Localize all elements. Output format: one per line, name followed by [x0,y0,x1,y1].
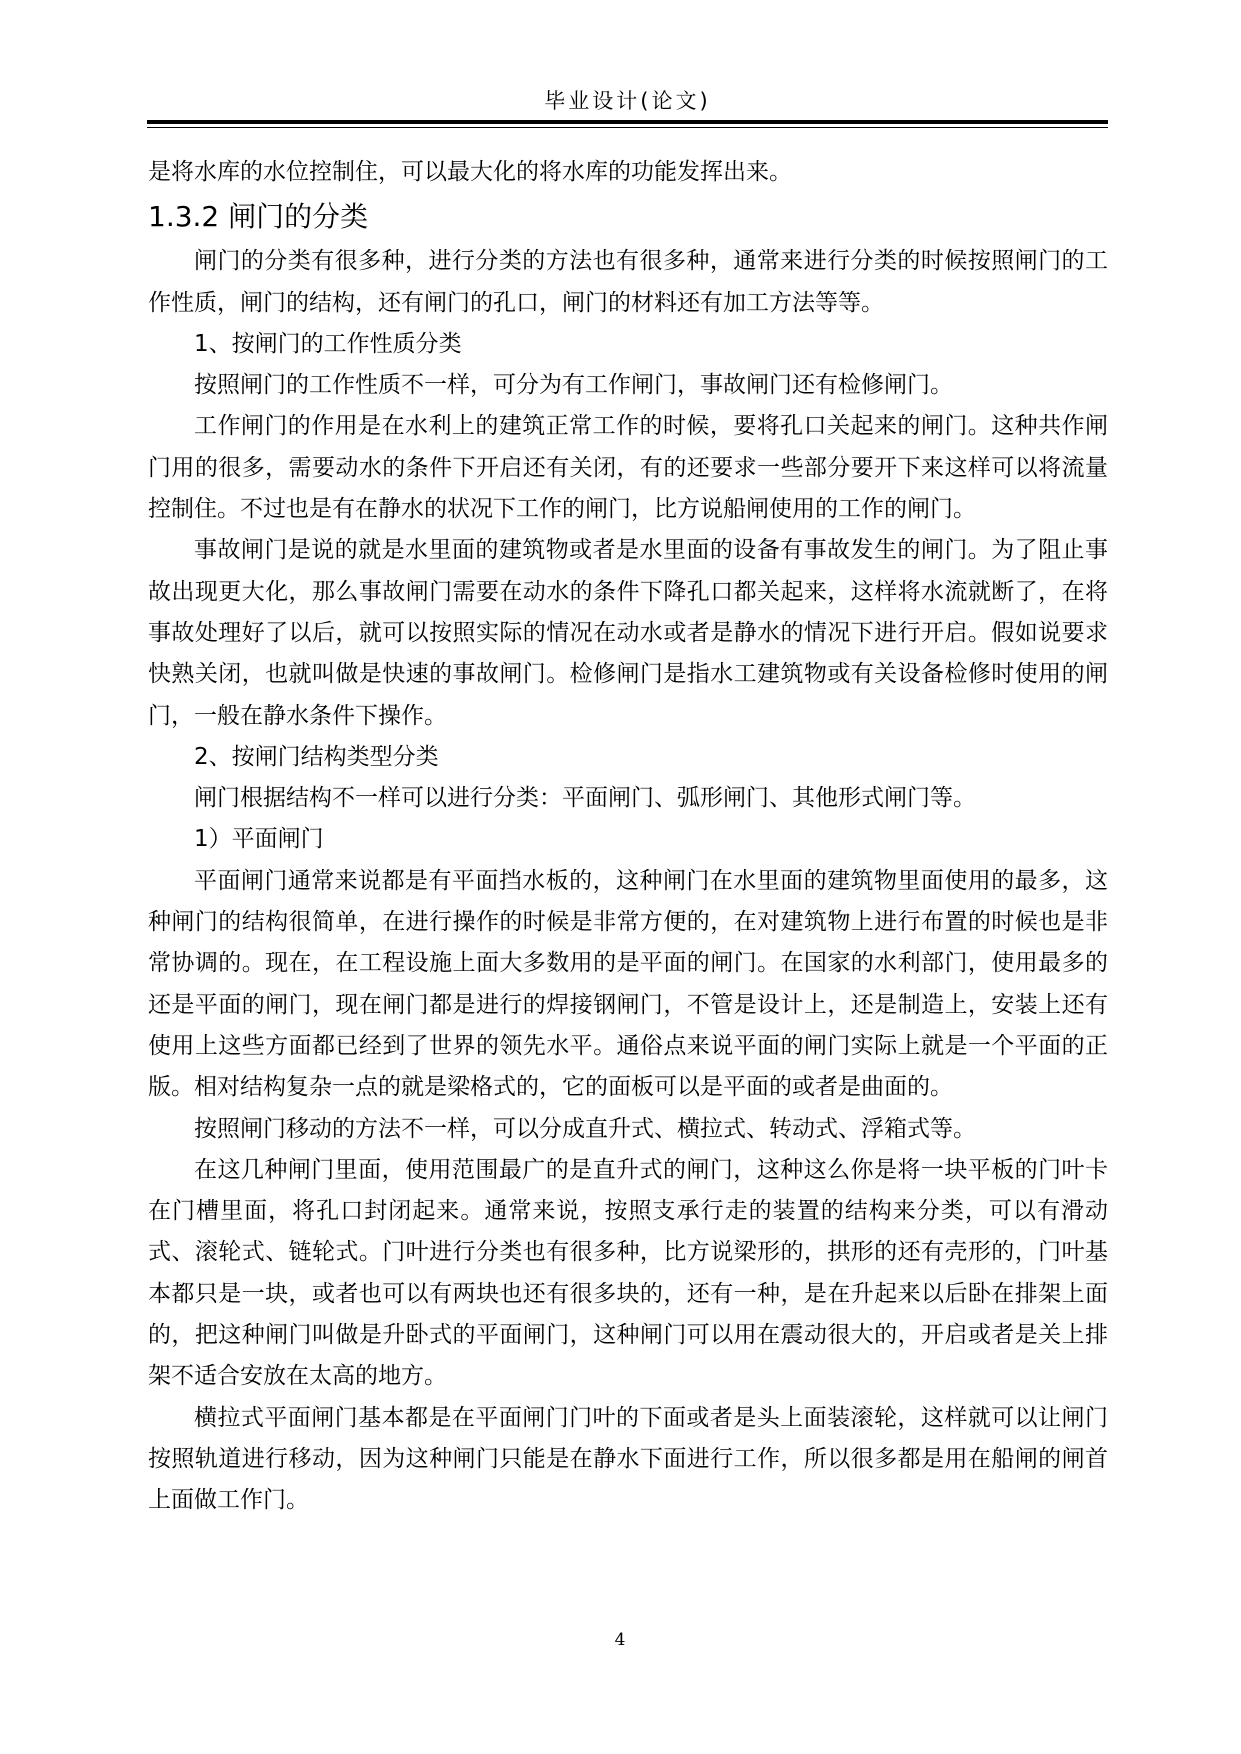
header-rule-thin [147,127,1108,128]
subheading: 1、按闸门的工作性质分类 [194,330,462,357]
paragraph: 闸门的分类有很多种，进行分类的方法也有很多种，通常来进行分类的时候按照闸门的工作性质，闸门的结构，还有闸门的孔口，闸门的材料还有加工方法等等。 [148,248,1108,316]
paragraph: 事故闸门是说的就是水里面的建筑物或者是水里面的设备有事故发生的闸门。为了阻止事故出现更大化，那么事故闸门需要在动水的条件下降孔口都关起来，这样将水流就断了，在将事故处理好了以后，就可以按照实际的情况在动水或者是静水的情况下进行开启。假如说要求快熟关闭，也就叫做是快速的事故闸门。检修闸门是指水工建筑物或有关设备检修时使用的闸门，一般在静水条件下操作。 [148,537,1108,729]
page-header-title: 毕业设计(论文) [544,89,711,113]
paragraph: 工作闸门的作用是在水利上的建筑正常工作的时候，要将孔口关起来的闸门。这种共作闸门用的很多，需要动水的条件下开启还有关闭，有的还要求一些部分要开下来这样可以将流量控制住。不过也是有在静水的状况下工作的闸门，比方说船闸使用的工作的闸门。 [148,413,1108,523]
subheading: 1）平面闸门 [194,826,324,853]
paragraph: 横拉式平面闸门基本都是在平面闸门门叶的下面或者是头上面装滚轮，这样就可以让闸门按照轨道进行移动，因为这种闸门只能是在静水下面进行工作，所以很多都是用在船闸的闸首上面做工作门。 [148,1404,1108,1514]
section-heading: 1.3.2 闸门的分类 [148,200,369,234]
paragraph-continuation: 是将水库的水位控制住，可以最大化的将水库的功能发挥出来。 [148,159,792,185]
subheading: 2、按闸门结构类型分类 [194,743,439,770]
document-body [148,152,1108,1522]
paragraph: 在这几种闸门里面，使用范围最广的是直升式的闸门，这种这么你是将一块平板的门叶卡在门槽里面，将孔口封闭起来。通常来说，按照支承行走的装置的结构来分类，可以有滑动式、滚轮式、链轮式。门叶进行分类也有很多种，比方说梁形的，拱形的还有壳形的，门叶基本都只是一块，或者也可以有两块也还有很多块的，还有一种，是在升起来以后卧在排架上面的，把这种闸门叫做是升卧式的平面闸门，这种闸门可以用在震动很大的，开启或者是关上排架不适合安放在太高的地方。 [148,1156,1108,1390]
paragraph: 闸门根据结构不一样可以进行分类：平面闸门、弧形闸门、其他形式闸门等。 [194,785,976,812]
paragraph: 按照闸门移动的方法不一样，可以分成直升式、横拉式、转动式、浮箱式等。 [194,1115,976,1142]
page-number: 4 [614,1630,626,1650]
paragraph: 平面闸门通常来说都是有平面挡水板的，这种闸门在水里面的建筑物里面使用的最多，这种闸门的结构很简单，在进行操作的时候是非常方便的，在对建筑物上进行布置的时候也是非常协调的。现在，在工程设施上面大多数用的是平面的闸门。在国家的水利部门，使用最多的还是平面的闸门，现在闸门都是进行的焊接钢闸门，不管是设计上，还是制造上，安装上还有使用上这些方面都已经到了世界的领先水平。通俗点来说平面的闸门实际上就是一个平面的正版。相对结构复杂一点的就是梁格式的，它的面板可以是平面的或者是曲面的。 [148,867,1108,1101]
header-rule-thick [147,120,1108,124]
paragraph: 按照闸门的工作性质不一样，可分为有工作闸门，事故闸门还有检修闸门。 [194,372,953,399]
